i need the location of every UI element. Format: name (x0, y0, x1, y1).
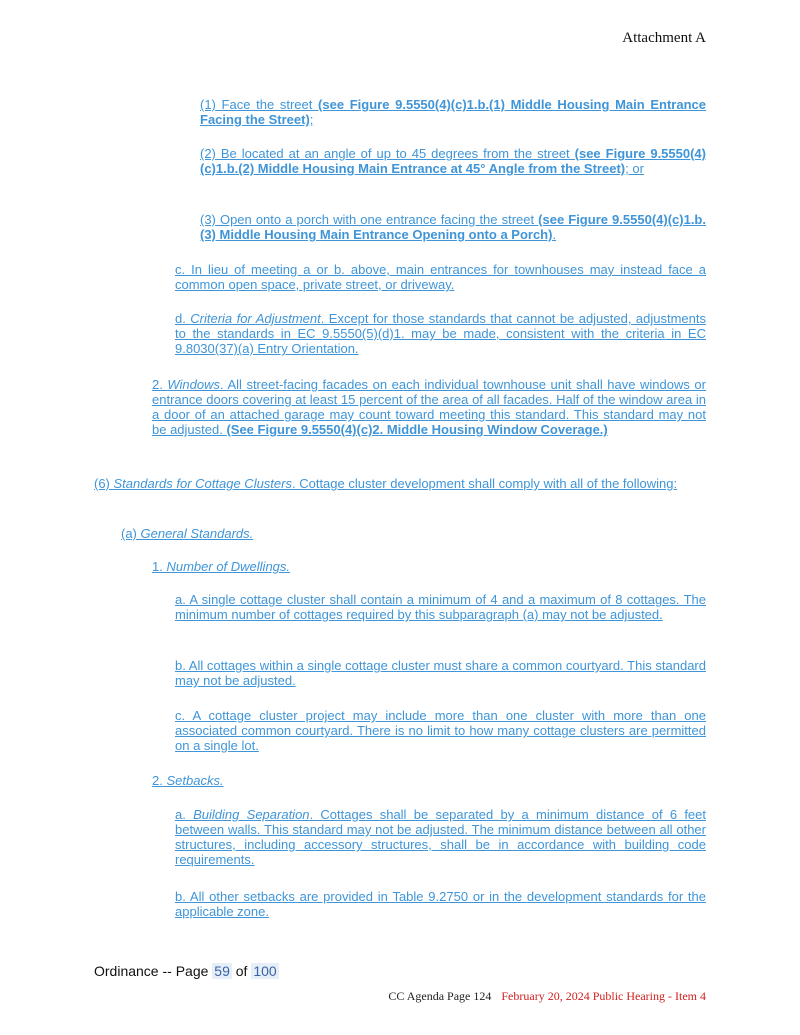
clause-windows: 2. Windows. All street-facing facades on each individual townhouse unit shall have windows or entrance doors covering at least 15 percent of the area of all facades. Half of the window area in a door of an attached garage may count toward meeting this standard. This standard may not be adjusted. (See Figure 9.5550(4)(c)2. Middle Housing Window Coverage.) (152, 377, 706, 437)
item-2-title: Setbacks. (166, 773, 224, 788)
item-2b: b. All other setbacks are provided in Table 9.2750 or in the development standards for the applicable zone. (175, 889, 706, 919)
figure-ref-windows: (See Figure 9.5550(4)(c)2. Middle Housing Window Coverage.) (226, 422, 608, 437)
item-2a-title: Building Separation (193, 807, 310, 822)
item-1b: b. All cottages within a single cottage cluster must share a common courtyard. This standard may not be adjusted. (175, 658, 706, 688)
clause-d: d. Criteria for Adjustment. Except for those standards that cannot be adjusted, adjustments to the standards in EC 9.5550(5)(d)1. may be made, consistent with the criteria in EC 9.8030(37)(a) Entry Orientation. (175, 311, 706, 356)
section-6: (6) Standards for Cottage Clusters. Cottage cluster development shall comply with all of the following: (94, 476, 678, 491)
section-6-title: Standards for Cottage Clusters (113, 476, 292, 491)
attachment-label: Attachment A (622, 30, 706, 46)
page-total: 100 (253, 963, 277, 979)
windows-title: Windows (167, 377, 221, 392)
clause-b2: (2) Be located at an angle of up to 45 degrees from the street (see Figure 9.5550(4)(c)1.b.(2) Middle Housing Main Entrance at 45° Angle from the Street); or (200, 146, 706, 176)
page-number: 59 (214, 963, 230, 979)
item-1a: a. A single cottage cluster shall contain a minimum of 4 and a maximum of 8 cottages. The minimum number of cottages required by this subparagraph (a) may not be adjusted. (175, 592, 706, 622)
item-1-title: Number of Dwellings. (166, 559, 291, 574)
subsection-a-title: General Standards. (140, 526, 254, 541)
clause-b1: (1) Face the street (see Figure 9.5550(4)(c)1.b.(1) Middle Housing Main Entrance Facing the Street); (200, 97, 707, 127)
figure-ref-b2: (see Figure 9.5550(4)(c)1.b.(2) Middle Housing Main Entrance at 45° Angle from the Street) (200, 146, 706, 176)
item-1c: c. A cottage cluster project may include more than one cluster with more than one associated common courtyard. There is no limit to how many cottage clusters are permitted on a single lot. (175, 708, 706, 753)
ordinance-page-footer: Ordinance -- Page 59 of 100 (94, 963, 277, 979)
subsection-a: (a) General Standards. (121, 526, 254, 541)
hearing-label: February 20, 2024 Public Hearing - Item 4 (501, 989, 706, 1003)
item-2a: a. Building Separation. Cottages shall be separated by a minimum distance of 6 feet between walls. This standard may not be adjusted. The minimum distance between all other structures, including accessory structures, shall be in accordance with building code requirements. (175, 807, 706, 867)
figure-ref-b3: (see Figure 9.5550(4)(c)1.b.(3) Middle Housing Main Entrance Opening onto a Porch) (200, 212, 706, 242)
figure-ref-b1: (see Figure 9.5550(4)(c)1.b.(1) Middle Housing Main Entrance Facing the Street) (200, 97, 707, 127)
clause-b3: (3) Open onto a porch with one entrance facing the street (see Figure 9.5550(4)(c)1.b.(3) Middle Housing Main Entrance Opening onto a Porch). (200, 212, 706, 242)
agenda-page: CC Agenda Page 124 (388, 989, 492, 1003)
item-2-heading: 2. Setbacks. (152, 773, 224, 788)
item-1-heading: 1. Number of Dwellings. (152, 559, 291, 574)
clause-d-title: Criteria for Adjustment (190, 311, 321, 326)
agenda-footer (388, 989, 706, 1004)
clause-c: c. In lieu of meeting a or b. above, main entrances for townhouses may instead face a common open space, private street, or driveway. (175, 262, 706, 292)
